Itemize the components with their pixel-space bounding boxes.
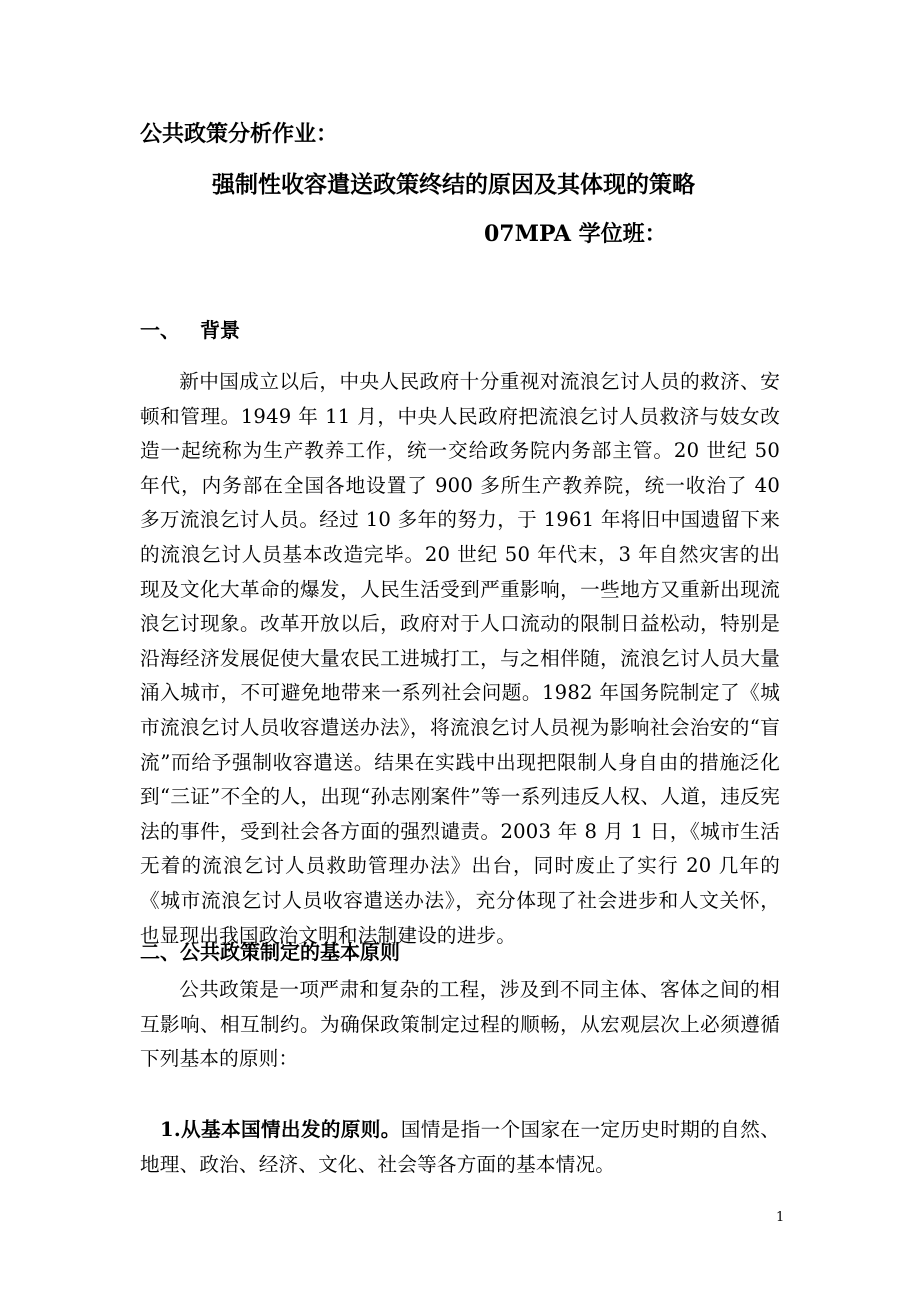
principle-item-lead: 1.从基本国情出发的原则。 (160, 1118, 401, 1141)
section-heading-background (140, 316, 240, 344)
section-heading-principles: 二、公共政策制定的基本原则 (140, 940, 400, 964)
document-title: 强制性收容遣送政策终结的原因及其体现的策略 (212, 171, 695, 198)
class-label: 07MPA 学位班： (484, 221, 667, 247)
section-title: 背景 (200, 318, 240, 342)
principle-item-1 (140, 1113, 780, 1182)
section-number: 一、 (140, 318, 180, 342)
page-number: 1 (776, 1210, 785, 1225)
principle-item-text: 国情是指一个国家在一定历史时期的自然、地理、政治、经济、文化、社会等各方面的基本情况。 (140, 1118, 780, 1176)
background-paragraph: 新中国成立以后，中央人民政府十分重视对流浪乞讨人员的救济、安顿和管理。1949 年 11 月，中央人民政府把流浪乞讨人员救济与妓女改造一起统称为生产教养工作，统一交给政务院内务部主管。20 世纪 50 年代，内务部在全国各地设置了 900 多所生产教养院，统一收治了 40 多万流浪乞讨人员。经过 10 多年的努力，于 1961 年将旧中国遗留下来的流浪乞讨人员基本改造完毕。20 世纪 50 年代末，3 年自然灾害的出现及文化大革命的爆发，人民生活受到严重影响，一些地方又重新出现流浪乞讨现象。改革开放以后，政府对于人口流动的限制日益松动，特别是沿海经济发展促使大量农民工进城打工，与之相伴随，流浪乞讨人员大量涌入城市，不可避免地带来一系列社会问题。1982 年国务院制定了《城市流浪乞讨人员收容遣送办法》，将流浪乞讨人员视为影响社会治安的“盲流”而给予强制收容遣送。结果在实践中出现把限制人身自由的措施泛化到“三证”不全的人，出现“孙志刚案件”等一系列违反人权、人道，违反宪法的事件，受到社会各方面的强烈谴责。2003 年 8 月 1 日，《城市生活无着的流浪乞讨人员救助管理办法》出台，同时废止了实行 20 几年的《城市流浪乞讨人员收容遣送办法》，充分体现了社会进步和人文关怀，也显现出我国政治文明和法制建设的进步。 (140, 370, 780, 947)
assignment-label: 公共政策分析作业： (140, 121, 339, 147)
principles-intro-paragraph: 公共政策是一项严肃和复杂的工程，涉及到不同主体、客体之间的相互影响、相互制约。为确保政策制定过程的顺畅，从宏观层次上必须遵循下列基本的原则： (140, 978, 780, 1071)
